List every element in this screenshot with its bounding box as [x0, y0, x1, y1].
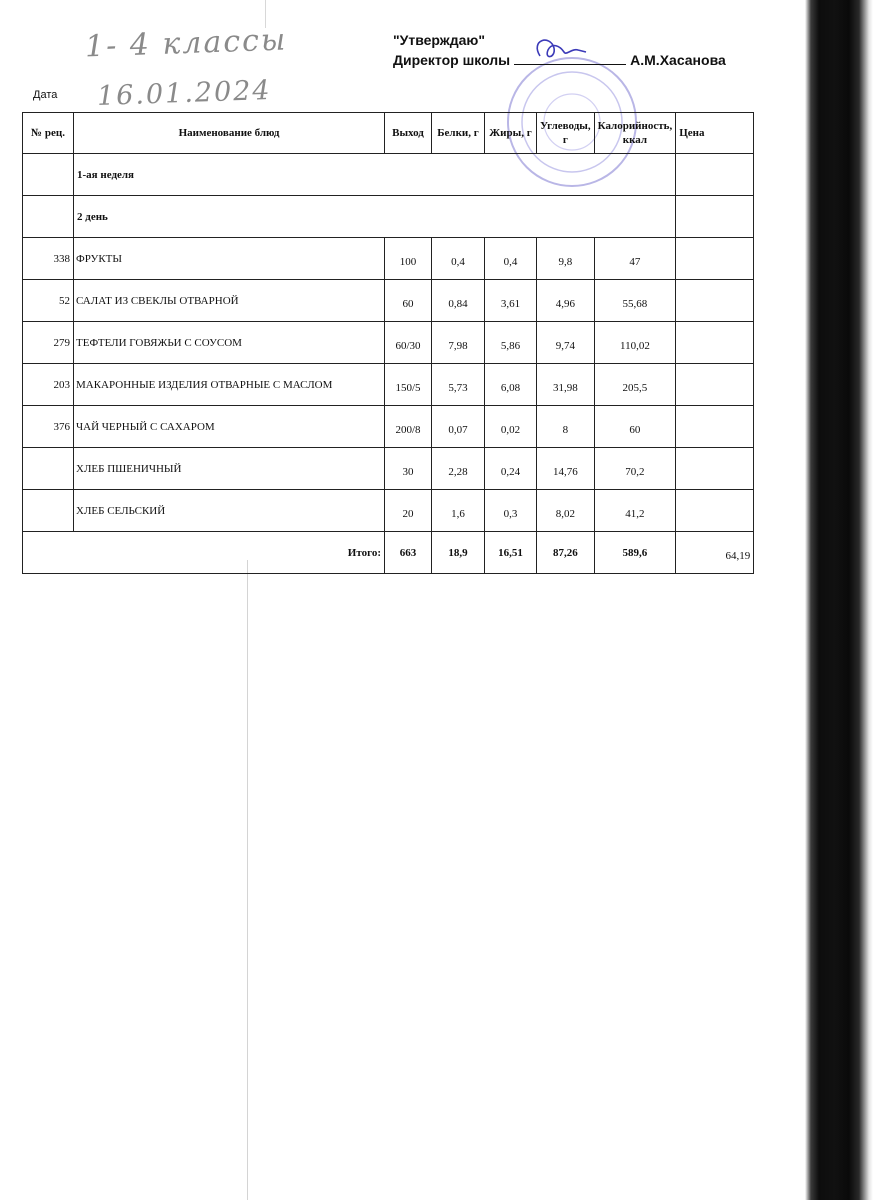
dish-name: САЛАТ ИЗ СВЕКЛЫ ОТВАРНОЙ [74, 280, 385, 322]
director-name: А.М.Хасанова [630, 52, 726, 68]
table-row [23, 406, 754, 448]
fat-value: 0,02 [485, 406, 537, 448]
scan-edge-shadow [805, 0, 873, 1200]
table-header [23, 113, 754, 154]
protein-value: 0,4 [432, 238, 485, 280]
price-value [676, 406, 754, 448]
yield-value: 100 [385, 238, 432, 280]
approval-block [393, 30, 726, 70]
protein-value: 7,98 [432, 322, 485, 364]
rec-number [23, 490, 74, 532]
carbs-value: 9,74 [537, 322, 595, 364]
yield-value: 30 [385, 448, 432, 490]
date-label: Дата [33, 89, 58, 101]
director-line [393, 50, 726, 70]
kcal-value: 47 [594, 238, 676, 280]
kcal-value: 60 [594, 406, 676, 448]
col-yield: Выход [385, 113, 432, 154]
rec-number: 279 [23, 322, 74, 364]
protein-value: 1,6 [432, 490, 485, 532]
table-row [23, 322, 754, 364]
protein-value: 5,73 [432, 364, 485, 406]
total-row [23, 532, 754, 574]
kcal-value: 41,2 [594, 490, 676, 532]
table-row [23, 280, 754, 322]
yield-value: 20 [385, 490, 432, 532]
fat-value: 5,86 [485, 322, 537, 364]
yield-value: 150/5 [385, 364, 432, 406]
fat-value: 0,24 [485, 448, 537, 490]
dish-name: МАКАРОННЫЕ ИЗДЕЛИЯ ОТВАРНЫЕ С МАСЛОМ [74, 364, 385, 406]
price-value [676, 364, 754, 406]
yield-value: 60 [385, 280, 432, 322]
total-protein: 18,9 [432, 532, 485, 574]
week-label: 1-ая неделя [74, 154, 676, 196]
week-row [23, 154, 754, 196]
yield-value: 60/30 [385, 322, 432, 364]
col-price: Цена [676, 113, 754, 154]
fat-value: 0,4 [485, 238, 537, 280]
col-fat: Жиры, г [485, 113, 537, 154]
table-row [23, 364, 754, 406]
fat-value: 6,08 [485, 364, 537, 406]
price-value [676, 322, 754, 364]
rec-number: 52 [23, 280, 74, 322]
yield-value: 200/8 [385, 406, 432, 448]
paper-fold-line [247, 560, 248, 1200]
table-row [23, 238, 754, 280]
protein-value: 0,84 [432, 280, 485, 322]
kcal-value: 70,2 [594, 448, 676, 490]
carbs-value: 9,8 [537, 238, 595, 280]
total-carbs: 87,26 [537, 532, 595, 574]
fat-value: 3,61 [485, 280, 537, 322]
carbs-value: 14,76 [537, 448, 595, 490]
dish-name: ХЛЕБ СЕЛЬСКИЙ [74, 490, 385, 532]
total-kcal: 589,6 [594, 532, 676, 574]
dish-name: ФРУКТЫ [74, 238, 385, 280]
approve-title: "Утверждаю" [393, 32, 485, 48]
col-carbs: Углеводы, г [537, 113, 595, 154]
rec-number: 376 [23, 406, 74, 448]
signature-line [514, 52, 626, 65]
handwritten-date: 16.01.2024 [96, 74, 273, 113]
kcal-value: 110,02 [594, 322, 676, 364]
carbs-value: 8 [537, 406, 595, 448]
carbs-value: 8,02 [537, 490, 595, 532]
menu-table [22, 112, 754, 574]
table-row [23, 490, 754, 532]
total-label: Итого: [23, 532, 385, 574]
price-value [676, 280, 754, 322]
table-row [23, 448, 754, 490]
day-label: 2 день [74, 196, 676, 238]
dish-name: ЧАЙ ЧЕРНЫЙ С САХАРОМ [74, 406, 385, 448]
rec-number [23, 448, 74, 490]
price-value [676, 238, 754, 280]
director-label: Директор школы [393, 52, 511, 68]
fat-value: 0,3 [485, 490, 537, 532]
total-price: 64,19 [676, 532, 754, 574]
total-yield: 663 [385, 532, 432, 574]
handwritten-grade: 1- 4 классы [84, 22, 288, 65]
kcal-value: 205,5 [594, 364, 676, 406]
col-rec: № рец. [23, 113, 74, 154]
total-fat: 16,51 [485, 532, 537, 574]
rec-number: 203 [23, 364, 74, 406]
carbs-value: 31,98 [537, 364, 595, 406]
dish-name: ХЛЕБ ПШЕНИЧНЫЙ [74, 448, 385, 490]
rec-number: 338 [23, 238, 74, 280]
carbs-value: 4,96 [537, 280, 595, 322]
protein-value: 0,07 [432, 406, 485, 448]
kcal-value: 55,68 [594, 280, 676, 322]
signature-icon [520, 30, 590, 66]
col-name: Наименование блюд [74, 113, 385, 154]
col-protein: Белки, г [432, 113, 485, 154]
dish-name: ТЕФТЕЛИ ГОВЯЖЬИ С СОУСОМ [74, 322, 385, 364]
day-row [23, 196, 754, 238]
protein-value: 2,28 [432, 448, 485, 490]
price-value [676, 490, 754, 532]
price-value [676, 448, 754, 490]
col-kcal: Калорийность, ккал [594, 113, 676, 154]
